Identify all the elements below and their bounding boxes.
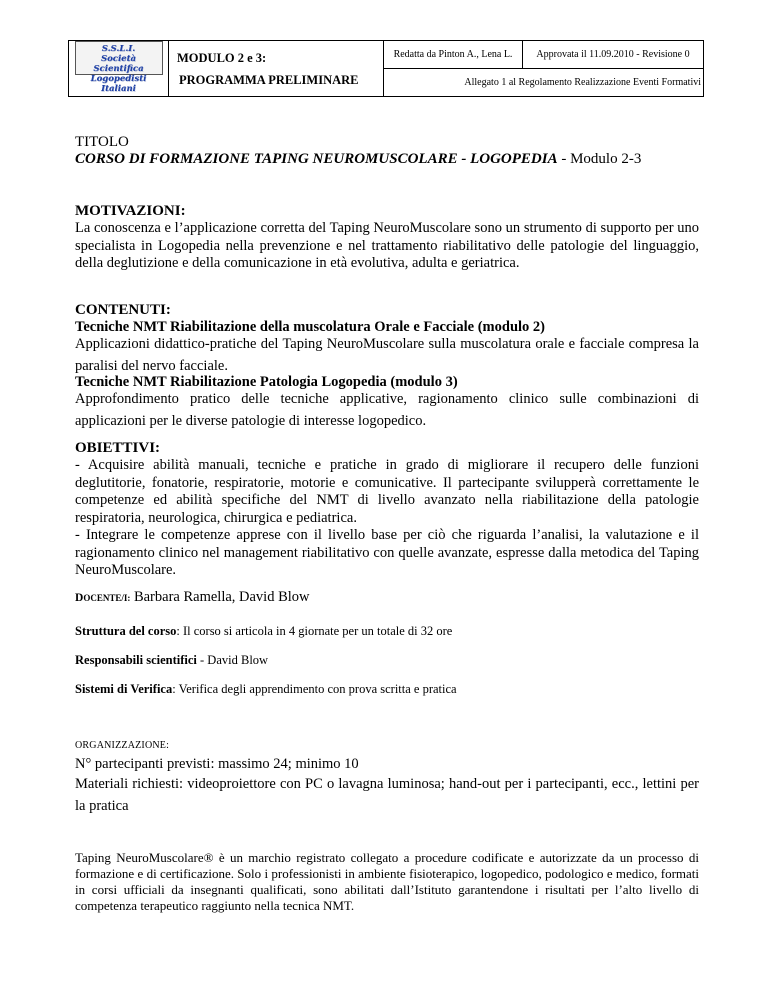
participants-line: N° partecipanti previsti: massimo 24; minimo 10 [75,756,359,772]
course-name: CORSO DI FORMAZIONE TAPING NEUROMUSCOLARE - LOGOPEDIA [75,151,558,167]
motivazioni-heading: MOTIVAZIONI: [75,203,186,219]
authored-by: Redatta da Pinton A., Lena L. [384,41,523,69]
trademark-notice: Taping NeuroMuscolare® è un marchio registrato collegato a procedure codificate e autorizzate da un processo di formazione e di certificazione. Solo i professionisti in ambiente fisioterapico, logopedico, podologico e medico, formati in corsi ufficiali da insegnanti qualificati, sono abilitati dall’Istituto garantendone i risultati per l’alto livello di competenza terapeutico raggiunto nella tecnica NMT. [75,850,699,913]
course-module: - Modulo 2-3 [557,151,642,167]
contenuti-sub1: Tecniche NMT Riabilitazione della muscolatura Orale e Facciale (modulo 2) [75,319,545,335]
verifica-line [75,681,457,699]
contenuti-text1: Applicazioni didattico-pratiche del Taping NeuroMuscolare sulla muscolatura orale e facciale compresa la paralisi del nervo facciale. [75,336,699,374]
document-header [68,40,704,97]
responsabili-value: - David Blow [196,653,269,667]
module-title: MODULO 2 e 3: [177,50,267,65]
course-title [75,151,641,169]
verifica-value: : Verifica degli apprendimento con prova scritta e pratica [172,682,457,696]
module-subtitle: PROGRAMMA PRELIMINARE [179,72,359,87]
organizzazione-label: ORGANIZZAZIONE: [75,740,170,751]
contenuti-heading: CONTENUTI: [75,302,171,318]
verifica-label: Sistemi di Verifica [75,682,173,696]
responsabili-label: Responsabili scientifici [75,653,197,667]
docenti-label-initial: D [75,592,84,604]
module-cell [169,41,384,97]
title-label: TITOLO [75,134,129,150]
motivazioni-text: La conoscenza e l’applicazione corretta del Taping NeuroMuscolare sono un strumento di supporto per uno specialista in Logopedia nella prevenzione e nel trattamento riabilitativo delle patologie del linguaggio, della deglutizione e della comunicazione in età evolutiva, adulta e geriatrica. [75,220,699,271]
struttura-line [75,623,452,641]
docenti-value: Barbara Ramella, David Blow [130,589,310,605]
docenti-line [75,589,310,608]
obiettivi-text2: - Integrare le competenze apprese con il livello base per ciò che riguarda l’analisi, la valutazione e il ragionamento clinico nel management riabilitativo con quelle avanzate, espresse dalla metodica del Taping NeuroMuscolare. [75,527,699,578]
annex-info: Allegato 1 al Regolamento Realizzazione Eventi Formativi [384,69,704,97]
approval-info: Approvata il 11.09.2010 - Revisione 0 [523,41,704,69]
struttura-value: : Il corso si articola in 4 giornate per un totale di 32 ore [176,624,453,638]
logo-line-1: S.S.L.I. [101,44,136,54]
struttura-label: Struttura del corso [75,624,177,638]
obiettivi-text1: - Acquisire abilità manuali, tecniche e pratiche in grado di migliorare il recupero delle funzioni deglutitorie, fonatorie, respiratorie, motorie e comunicative. Il partecipante svilupperà correttamente le competenze ed abilità specifiche del NMT di livello avanzato nella riabilitazione della patologie respiratoria, neurologica, chirurgica e pediatrica. [75,457,699,526]
docenti-label: OCENTE/I: [83,593,131,603]
contenuti-sub2: Tecniche NMT Riabilitazione Patologia Logopedia (modulo 3) [75,374,458,390]
logo-line-2: Società Scientifica [93,54,144,74]
contenuti-text2: Approfondimento pratico delle tecniche applicative, ragionamento clinico sulle combinazioni di applicazioni per le diverse patologie di interesse logopedico. [75,391,699,429]
ssli-logo [75,41,163,94]
obiettivi-heading: OBIETTIVI: [75,440,161,456]
materials-line: Materiali richiesti: videoproiettore con PC o lavagna luminosa; hand-out per i partecipanti, ecc., lettini per la pratica [75,776,699,814]
logo-line-3: Logopedisti Italiani [90,74,147,94]
logo-cell [69,41,169,97]
responsabili-line [75,652,268,670]
